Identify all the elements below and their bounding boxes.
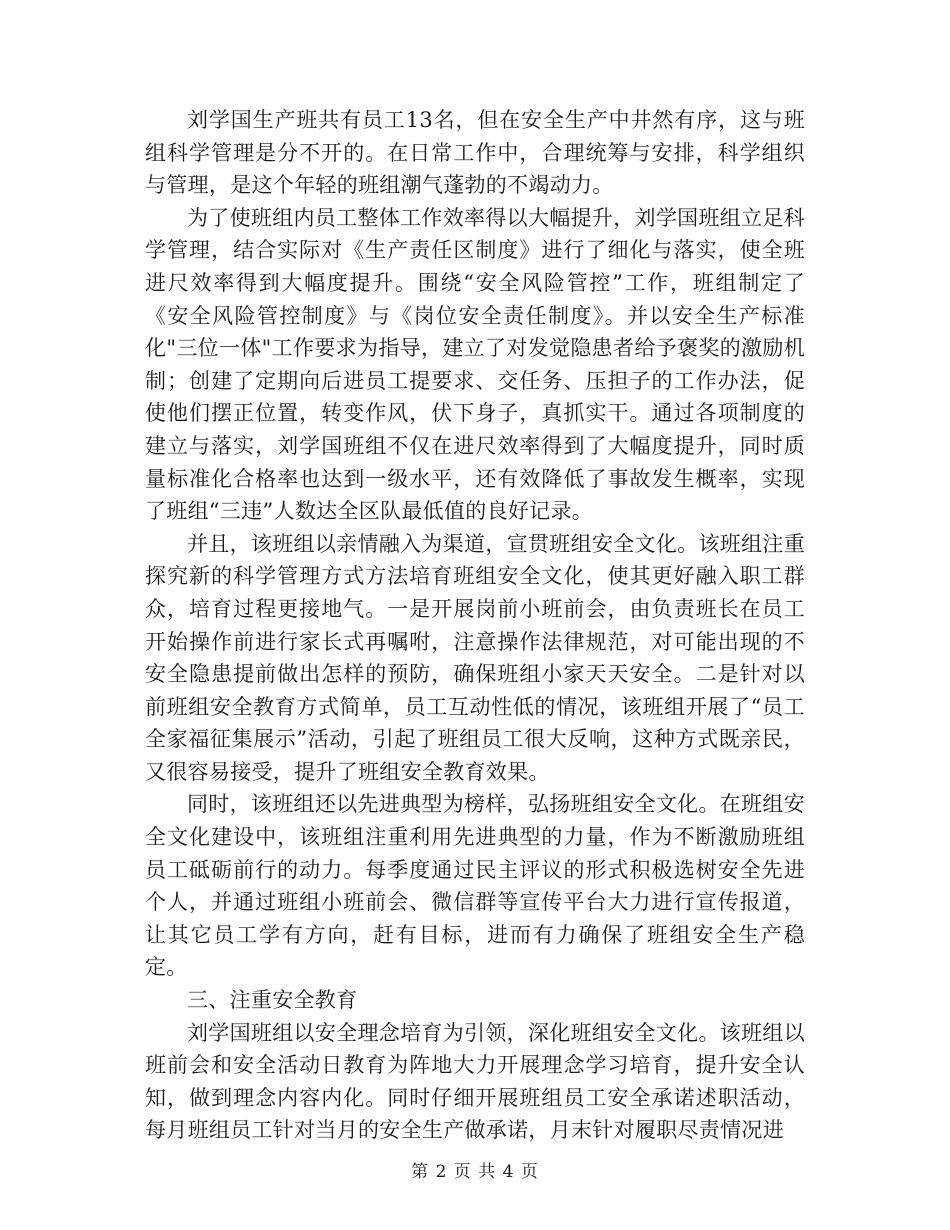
page-footer: 第 2 页 共 4 页 [411, 1162, 539, 1182]
section-heading: 三、注重安全教育 [187, 988, 358, 1013]
paragraph-efficiency-system: 为了使班组内员工整体工作效率得以大幅提升，刘学国班组立足科学管理，结合实际对《生产责任区制度》进行了细化与落实，使全班进尺效率得到大幅度提升。围绕“安全风险管控”工作，班组制定了《安全风险管控制度》与《岗位安全责任制度》。并以安全生产标准化"三位一体"工作要求为指导，建立了对发觉隐患者给予褒奖的激励机制；创建了定期向后进员工提要求、交任务、压担子的工作办法，促使他们摆正位置，转变作风，伏下身子，真抓实干。通过各项制度的建立与落实，刘学国班组不仅在进尺效率得到了大幅度提升，同时质量标准化合格率也达到一级水平，还有效降低了事故发生概率，实现了班组“三违”人数达全区队最低值的良好记录。 [145, 205, 805, 524]
paragraph-team-management: 刘学国生产班共有员工13名，但在安全生产中井然有序，这与班组科学管理是分不开的。在日常工作中，合理统筹与安排，科学组织与管理，是这个年轻的班组潮气蓬勃的不竭动力。 [145, 108, 805, 198]
paragraph-family-culture: 并且，该班组以亲情融入为渠道，宣贯班组安全文化。该班组注重探究新的科学管理方式方法培育班组安全文化，使其更好融入职工群众，培育过程更接地气。一是开展岗前小班前会，由负责班长在员工开始操作前进行家长式再嘱咐，注意操作法律规范，对可能出现的不安全隐患提前做出怎样的预防，确保班组小家天天安全。二是针对以前班组安全教育方式简单，员工互动性低的情况，该班组开展了“员工全家福征集展示”活动，引起了班组员工很大反响，这种方式既亲民，又很容易接受，提升了班组安全教育效果。 [145, 531, 805, 784]
paragraph-safety-education: 刘学国班组以安全理念培育为引领，深化班组安全文化。该班组以班前会和安全活动日教育为阵地大力开展理念学习培育，提升安全认知，做到理念内容内化。同时仔细开展班组员工安全承诺述职活动，每月班组员工针对当月的安全生产做承诺，月末针对履职尽责情况进 [145, 1020, 805, 1143]
document-body [145, 104, 805, 1147]
paragraph-role-models: 同时，该班组还以先进典型为榜样，弘扬班组安全文化。在班组安全文化建设中，该班组注重利用先进典型的力量，作为不断激励班组员工砥砺前行的动力。每季度通过民主评议的形式积极选树安全先进个人，并通过班组小班前会、微信群等宣传平台大力进行宣传报道，让其它员工学有方向，赶有目标，进而有力确保了班组安全生产稳定。 [145, 792, 805, 980]
